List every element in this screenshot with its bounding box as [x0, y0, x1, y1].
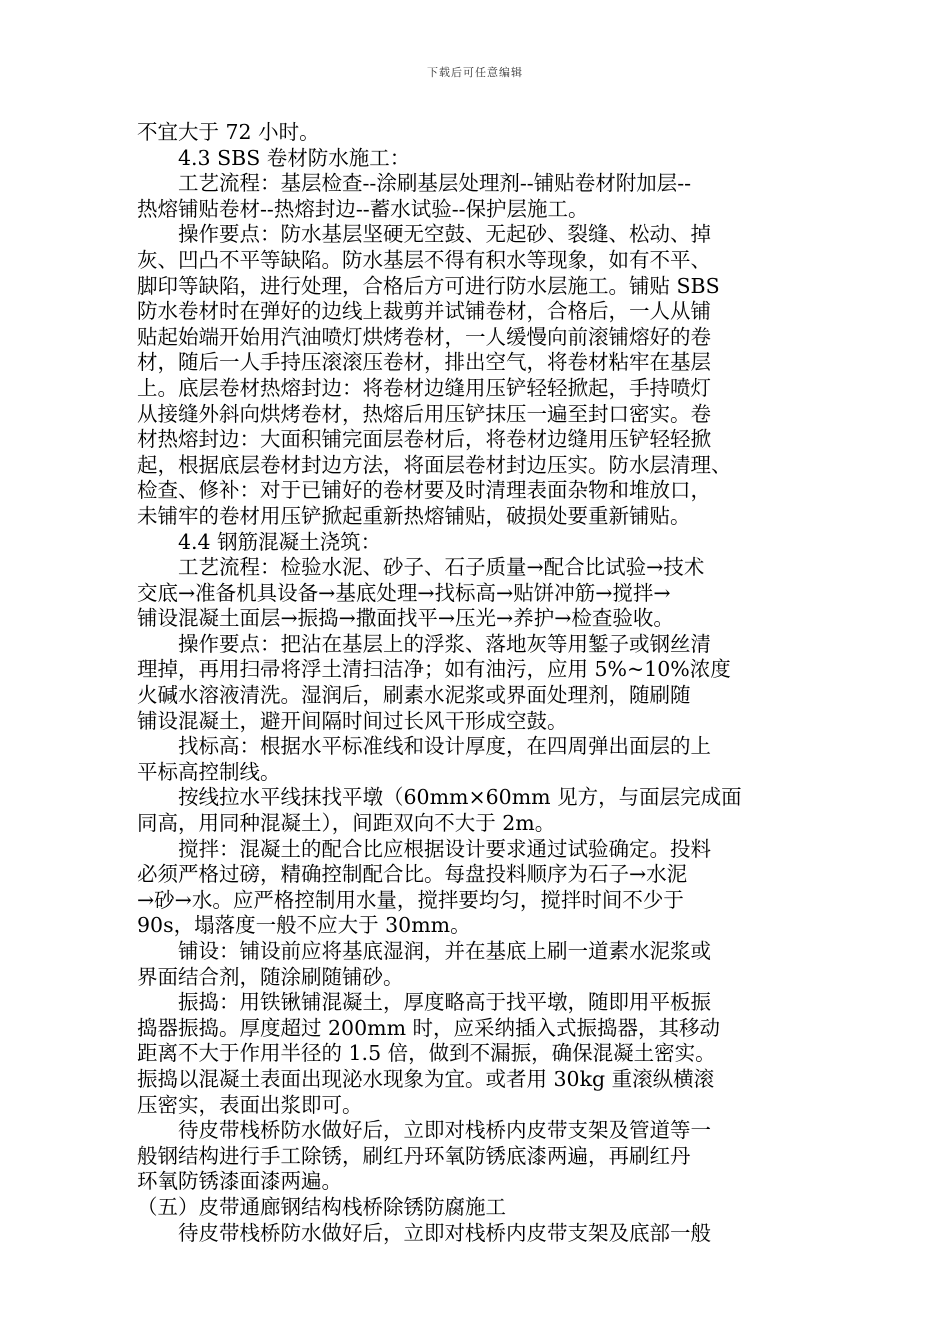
text-line: 灰、凹凸不平等缺陷。防水基层不得有积水等现象，如有不平、: [137, 247, 711, 272]
text-line: 找标高：根据水平标准线和设计厚度，在四周弹出面层的上: [137, 734, 711, 759]
text-line: 火碱水溶液清洗。湿润后，刷素水泥浆或界面处理剂，随刷随: [137, 683, 691, 708]
text-line: 交底→准备机具设备→基底处理→找标高→贴饼冲筋→搅拌→: [137, 580, 671, 605]
text-line: 铺设混凝土，避开间隔时间过长风干形成空鼓。: [137, 708, 568, 733]
text-line: 般钢结构进行手工除锈，刷红丹环氧防锈底漆两遍，再刷红丹: [137, 1143, 691, 1168]
text-line: 必须严格过磅，精确控制配合比。每盘投料顺序为石子→水泥: [137, 862, 688, 887]
text-line: 操作要点：把沾在基层上的浮浆、落地灰等用錾子或钢丝清: [137, 631, 711, 656]
text-line: 检查、修补：对于已铺好的卷材要及时清理表面杂物和堆放口，: [137, 478, 711, 503]
text-line: 热熔铺贴卷材--热熔封边--蓄水试验--保护层施工。: [137, 196, 589, 221]
text-line: →砂→水。应严格控制用水量，搅拌要均匀，搅拌时间不少于: [137, 887, 684, 912]
text-line: 铺设混凝土面层→振捣→撒面找平→压光→养护→检查验收。: [137, 606, 674, 631]
text-line: 理掉，再用扫帚将浮土清扫洁净；如有油污，应用 5%~10%浓度: [137, 657, 731, 682]
text-line: 压密实，表面出浆即可。: [137, 1092, 363, 1117]
text-line: 振捣以混凝土表面出现泌水现象为宜。或者用 30kg 重滚纵横滚: [137, 1066, 715, 1091]
text-line: 铺设：铺设前应将基底湿润，并在基底上刷一道素水泥浆或: [137, 939, 711, 963]
text-line: 未铺牢的卷材用压铲掀起重新热熔铺贴，破损处要重新铺贴。: [137, 503, 691, 528]
text-line: 工艺流程：基层检查--涂刷基层处理剂--铺贴卷材附加层--: [137, 171, 692, 196]
page-header: 下载后可任意编辑: [427, 66, 523, 79]
text-line: 环氧防锈漆面漆两遍。: [137, 1169, 342, 1194]
text-line: （五）皮带通廊钢结构栈桥除锈防腐施工: [137, 1194, 506, 1219]
text-line: 振捣：用铁锹铺混凝土，厚度略高于找平墩，随即用平板振: [137, 990, 711, 1015]
text-line: 待皮带栈桥防水做好后，立即对栈桥内皮带支架及底部一般: [137, 1220, 711, 1245]
text-line: 界面结合剂，随涂刷随铺砂。: [137, 964, 404, 989]
document-body: [137, 120, 817, 1246]
text-line: 上。底层卷材热熔封边：将卷材边缝用压铲轻轻掀起，手持喷灯: [137, 375, 711, 400]
text-line: 贴起始端开始用汽油喷灯烘烤卷材，一人缓慢向前滚铺熔好的卷: [137, 324, 711, 349]
text-line: 工艺流程：检验水泥、砂子、石子质量→配合比试验→技术: [137, 555, 705, 580]
text-line: 脚印等缺陷，进行处理，合格后方可进行防水层施工。铺贴 SBS: [137, 273, 720, 298]
text-line: 从接缝外斜向烘烤卷材，热熔后用压铲抹压一遍至封口密实。卷: [137, 401, 711, 426]
text-line: 同高，用同种混凝土），间距双向不大于 2m。: [137, 811, 556, 836]
text-line: 4.4 钢筋混凝土浇筑：: [137, 529, 382, 554]
text-line: 90s，塌落度一般不应大于 30mm。: [137, 913, 471, 938]
text-line: 不宜大于 72 小时。: [137, 120, 320, 144]
text-line: 4.3 SBS 卷材防水施工：: [137, 145, 411, 170]
text-line: 材，随后一人手持压滚滚压卷材，排出空气，将卷材粘牢在基层: [137, 350, 711, 375]
text-line: 搅拌：混凝土的配合比应根据设计要求通过试验确定。投料: [137, 836, 711, 861]
text-line: 按线拉水平线抹找平墩（60mm×60mm 见方，与面层完成面: [137, 785, 742, 810]
text-line: 距离不大于作用半径的 1.5 倍，做到不漏振，确保混凝土密实。: [137, 1041, 716, 1066]
text-line: 起，根据底层卷材封边方法，将面层卷材封边压实。防水层清理、: [137, 452, 732, 477]
text-line: 防水卷材时在弹好的边线上裁剪并试铺卷材，合格后，一人从铺: [137, 299, 711, 324]
text-line: 待皮带栈桥防水做好后，立即对栈桥内皮带支架及管道等一: [137, 1118, 711, 1143]
text-line: 材热熔封边：大面积铺完面层卷材后，将卷材边缝用压铲轻轻掀: [137, 427, 711, 452]
text-line: 平标高控制线。: [137, 759, 281, 784]
text-line: 捣器振捣。厚度超过 200mm 时，应采纳插入式振捣器，其移动: [137, 1015, 721, 1040]
text-line: 操作要点：防水基层坚硬无空鼓、无起砂、裂缝、松动、掉: [137, 222, 711, 247]
